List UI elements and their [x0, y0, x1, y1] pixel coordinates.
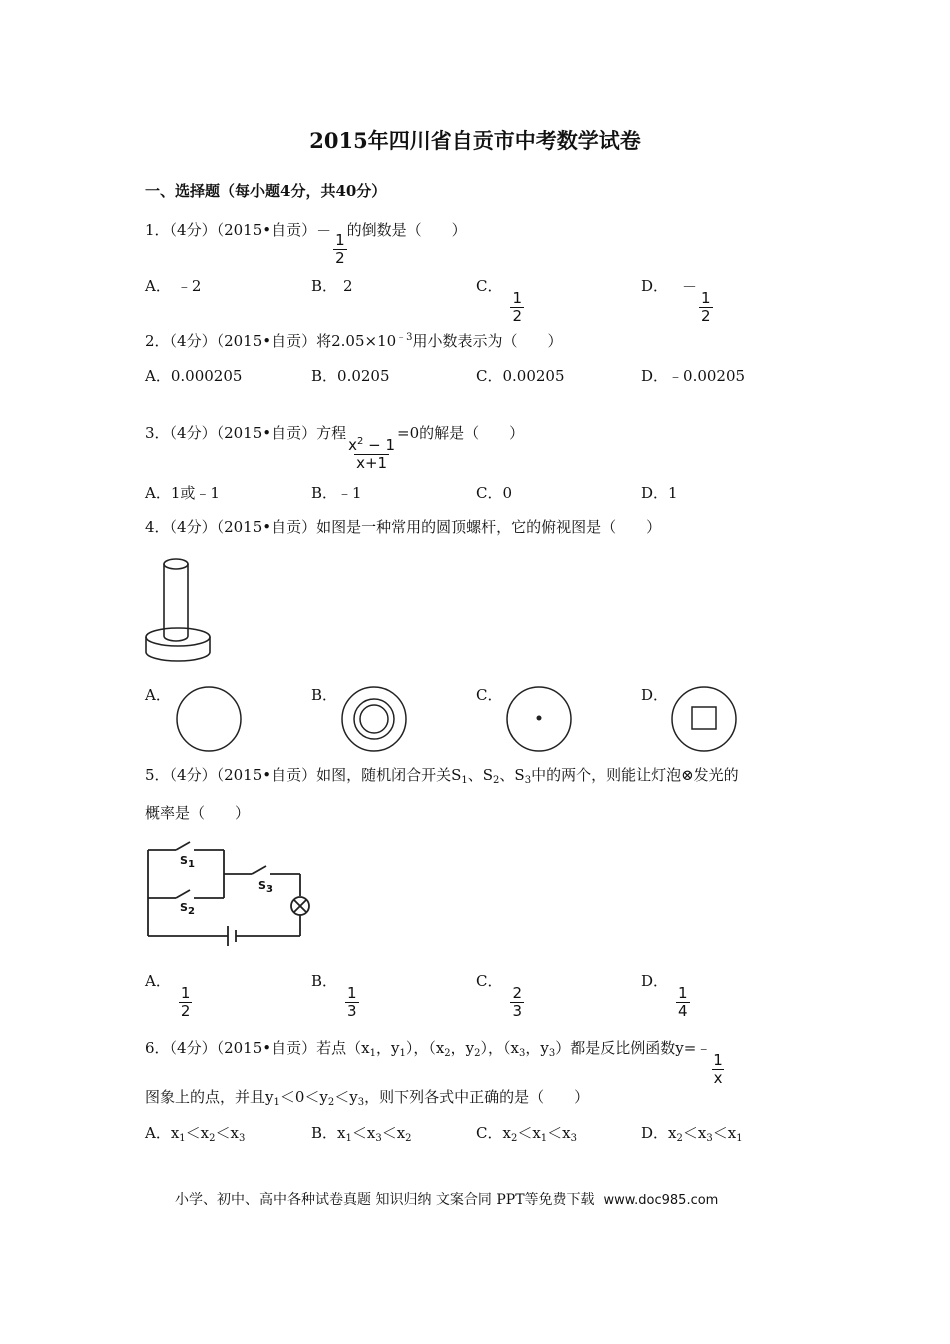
q1-c-label: C． — [476, 277, 503, 295]
bolt-figure — [140, 552, 220, 670]
q5-suffix: 中的两个，则能让灯泡⊗发光的 — [531, 766, 739, 784]
s2-letter: S — [180, 901, 188, 914]
q3-option-a[interactable]: A．1或﹣1 — [145, 484, 220, 502]
q1-d-label: D． — [641, 277, 669, 295]
switch-s3-label — [258, 880, 273, 895]
q5-sep1: 、S — [467, 766, 494, 784]
q5-b-num: 1 — [347, 984, 357, 1002]
s2-sub: 2 — [187, 906, 195, 917]
q3-frac-den: x+1 — [356, 453, 388, 472]
q5-d-den: 4 — [678, 1001, 688, 1020]
q5-d-num: 1 — [678, 984, 688, 1002]
question-2 — [145, 333, 563, 349]
q1-c-den: 2 — [512, 306, 523, 325]
page-title: 2015年四川省自贡市中考数学试卷 — [309, 128, 641, 153]
q5-b-fraction — [345, 986, 359, 1020]
question-3 — [145, 426, 524, 472]
q3-option-d[interactable]: D．1 — [641, 484, 678, 502]
q5-option-c[interactable] — [476, 974, 524, 1020]
q6-c5: ，y — [525, 1039, 549, 1057]
q1-frac-num: 1 — [335, 231, 345, 249]
q3-num-exp: 2 — [357, 436, 364, 447]
q2-option-b[interactable]: B．0.0205 — [311, 367, 390, 385]
section-heading: 一、选择题（每小题4分，共40分） — [145, 182, 387, 200]
q1-d-neg: － — [682, 277, 698, 296]
q1-option-b[interactable] — [311, 279, 353, 294]
page-footer — [175, 1193, 718, 1207]
q5-b-label: B． — [311, 972, 338, 990]
q1-fraction — [333, 233, 347, 267]
q3-frac-num — [346, 437, 397, 454]
q6-c2: ），（x — [405, 1039, 445, 1057]
q6-l2-prefix: 图象上的点，并且y — [145, 1088, 274, 1106]
s1-letter: S — [180, 854, 188, 867]
q6-x2-sub: 2 — [444, 1048, 451, 1059]
q1-b-value: 2 — [343, 277, 353, 295]
q6-c4: ），（x — [480, 1039, 519, 1057]
q6-frac-den: x — [713, 1068, 723, 1087]
q1-d-den: 2 — [701, 306, 711, 325]
q1-option-a[interactable] — [145, 279, 201, 294]
q5-prefix: 5．（4分）（2015•自贡）如图，随机闭合开关S — [145, 766, 462, 784]
q4-option-a-circle-icon[interactable] — [175, 685, 245, 755]
q4-option-c-circle-dot-icon[interactable] — [505, 685, 575, 755]
q5-c-fraction — [510, 986, 524, 1020]
q6-c1: ，y — [375, 1039, 400, 1057]
q6-y1-sub: 1 — [399, 1048, 406, 1059]
q1-a-label: A． — [145, 277, 171, 295]
footer-link[interactable]: www.doc985.com — [603, 1193, 719, 1208]
question-5-line2: 概率是（ ） — [145, 804, 251, 822]
q6-fraction — [711, 1053, 725, 1087]
q6-c-lead: C．x — [476, 1124, 511, 1142]
q4-option-a-label[interactable]: A． — [145, 686, 171, 704]
q5-a-label: A． — [145, 972, 171, 990]
q4-option-d-circle-square-icon[interactable] — [670, 685, 740, 755]
q6-l2-sub2: 2 — [327, 1097, 335, 1108]
q5-sep2: 、S — [499, 766, 525, 784]
q1-c-num: 1 — [512, 289, 523, 307]
q6-a-lead: A．x — [145, 1124, 180, 1142]
q6-l2-a: ＜0＜y — [279, 1088, 328, 1106]
s3-letter: S — [258, 879, 266, 892]
question-5-line1 — [145, 768, 739, 786]
q3-stem-prefix: 3．（4分）（2015•自贡）方程 — [145, 424, 347, 442]
q6-l2-suffix: ，则下列各式中正确的是（ ） — [364, 1088, 590, 1106]
q6-suffix: ）都是反比例函数y=﹣ — [555, 1039, 712, 1057]
q6-b-lead: B．x — [311, 1124, 346, 1142]
q3-num-rest: − 1 — [363, 436, 396, 454]
q1-a-value: ﹣2 — [176, 277, 202, 295]
q2-stem-prefix: 2．（4分）（2015•自贡）将2.05×10 — [145, 332, 397, 350]
q6-option-d[interactable]: D．$x_2<x_3<x_1$ — [641, 1124, 743, 1144]
q5-b-den: 3 — [347, 1001, 357, 1020]
q5-c-num: 2 — [512, 984, 523, 1002]
q6-option-c[interactable]: C．$x_2<x_1<x_3$ — [476, 1124, 577, 1144]
q1-frac-den: 2 — [335, 248, 345, 267]
q3-option-c[interactable]: C．0 — [476, 484, 513, 502]
q1-neg: － — [316, 221, 332, 240]
question-1 — [145, 223, 467, 267]
q5-c-label: C． — [476, 972, 503, 990]
q1-stem-suffix: 的倒数是（ ） — [346, 221, 467, 239]
q6-l2-sub1: 1 — [273, 1097, 280, 1108]
q5-c-den: 3 — [512, 1001, 523, 1020]
q3-fraction — [346, 437, 397, 472]
q5-option-a[interactable] — [145, 974, 192, 1020]
q3-stem-suffix: =0的解是（ ） — [397, 424, 525, 442]
q4-option-d-label[interactable]: D． — [641, 686, 669, 704]
q5-d-fraction — [676, 986, 690, 1020]
switch-s1-label — [180, 855, 195, 870]
q6-c3: ，y — [450, 1039, 475, 1057]
q4-option-c-label[interactable]: C． — [476, 686, 503, 704]
q6-d-lead: D．x — [641, 1124, 677, 1142]
q5-d-label: D． — [641, 972, 669, 990]
q4-option-b-label[interactable]: B． — [311, 686, 338, 704]
q5-a-num: 1 — [180, 984, 191, 1002]
q1-stem-prefix: 1．（4分）（2015•自贡） — [145, 221, 317, 239]
q5-option-b[interactable] — [311, 974, 359, 1020]
q5-a-den: 2 — [180, 1001, 191, 1020]
circuit-diagram — [140, 838, 310, 950]
q1-option-d[interactable] — [641, 279, 713, 325]
q2-option-d[interactable]: D．﹣0.00205 — [641, 367, 746, 385]
q6-option-b[interactable]: B．$x_1<x_3<x_2$ — [311, 1124, 412, 1144]
q6-prefix: 6．（4分）（2015•自贡）若点（x — [145, 1039, 370, 1057]
q5-s2-sub: 2 — [493, 775, 500, 786]
q6-frac-num: 1 — [713, 1051, 723, 1069]
q5-option-d[interactable] — [641, 974, 690, 1020]
q3-num-x: x — [348, 436, 358, 454]
question-6-line2 — [145, 1090, 589, 1108]
q1-d-num: 1 — [701, 289, 711, 307]
q2-option-a[interactable]: A．0.000205 — [145, 367, 243, 385]
q2-exponent: ﹣3 — [396, 332, 413, 343]
s1-sub: 1 — [187, 859, 195, 870]
q6-l2-b: ＜y — [334, 1088, 358, 1106]
q6-option-a[interactable]: A．$x_1<x_2<x_3$ — [145, 1124, 246, 1144]
q2-option-c[interactable]: C．0.00205 — [476, 367, 565, 385]
question-4: 4．（4分）（2015•自贡）如图是一种常用的圆顶螺杆，它的俯视图是（ ） — [145, 518, 662, 536]
footer-text: 小学、初中、高中各种试卷真题 知识归纳 文案合同 PPT等免费下载 — [175, 1192, 595, 1208]
q6-x1-sub: 1 — [369, 1048, 376, 1059]
q6-y2-sub: 2 — [474, 1048, 481, 1059]
q5-s3-sub: 3 — [524, 775, 532, 786]
q6-y3-sub: 3 — [548, 1048, 556, 1059]
switch-s2-label — [180, 902, 195, 917]
s3-sub: 3 — [265, 884, 273, 895]
q1-option-c[interactable] — [476, 279, 524, 325]
q4-option-b-concentric-circles-icon[interactable] — [340, 685, 410, 755]
q5-a-fraction — [179, 986, 193, 1020]
q3-option-b[interactable]: B．﹣1 — [311, 484, 362, 502]
question-6-line1 — [145, 1041, 725, 1087]
q1-c-fraction — [510, 291, 524, 325]
q2-stem-suffix: 用小数表示为（ ） — [412, 332, 563, 350]
q1-b-label: B． — [311, 277, 338, 295]
q1-d-fraction — [699, 291, 713, 325]
q6-l2-sub3: 3 — [357, 1097, 365, 1108]
q5-s1-sub: 1 — [461, 775, 468, 786]
q6-x3-sub: 3 — [518, 1048, 526, 1059]
